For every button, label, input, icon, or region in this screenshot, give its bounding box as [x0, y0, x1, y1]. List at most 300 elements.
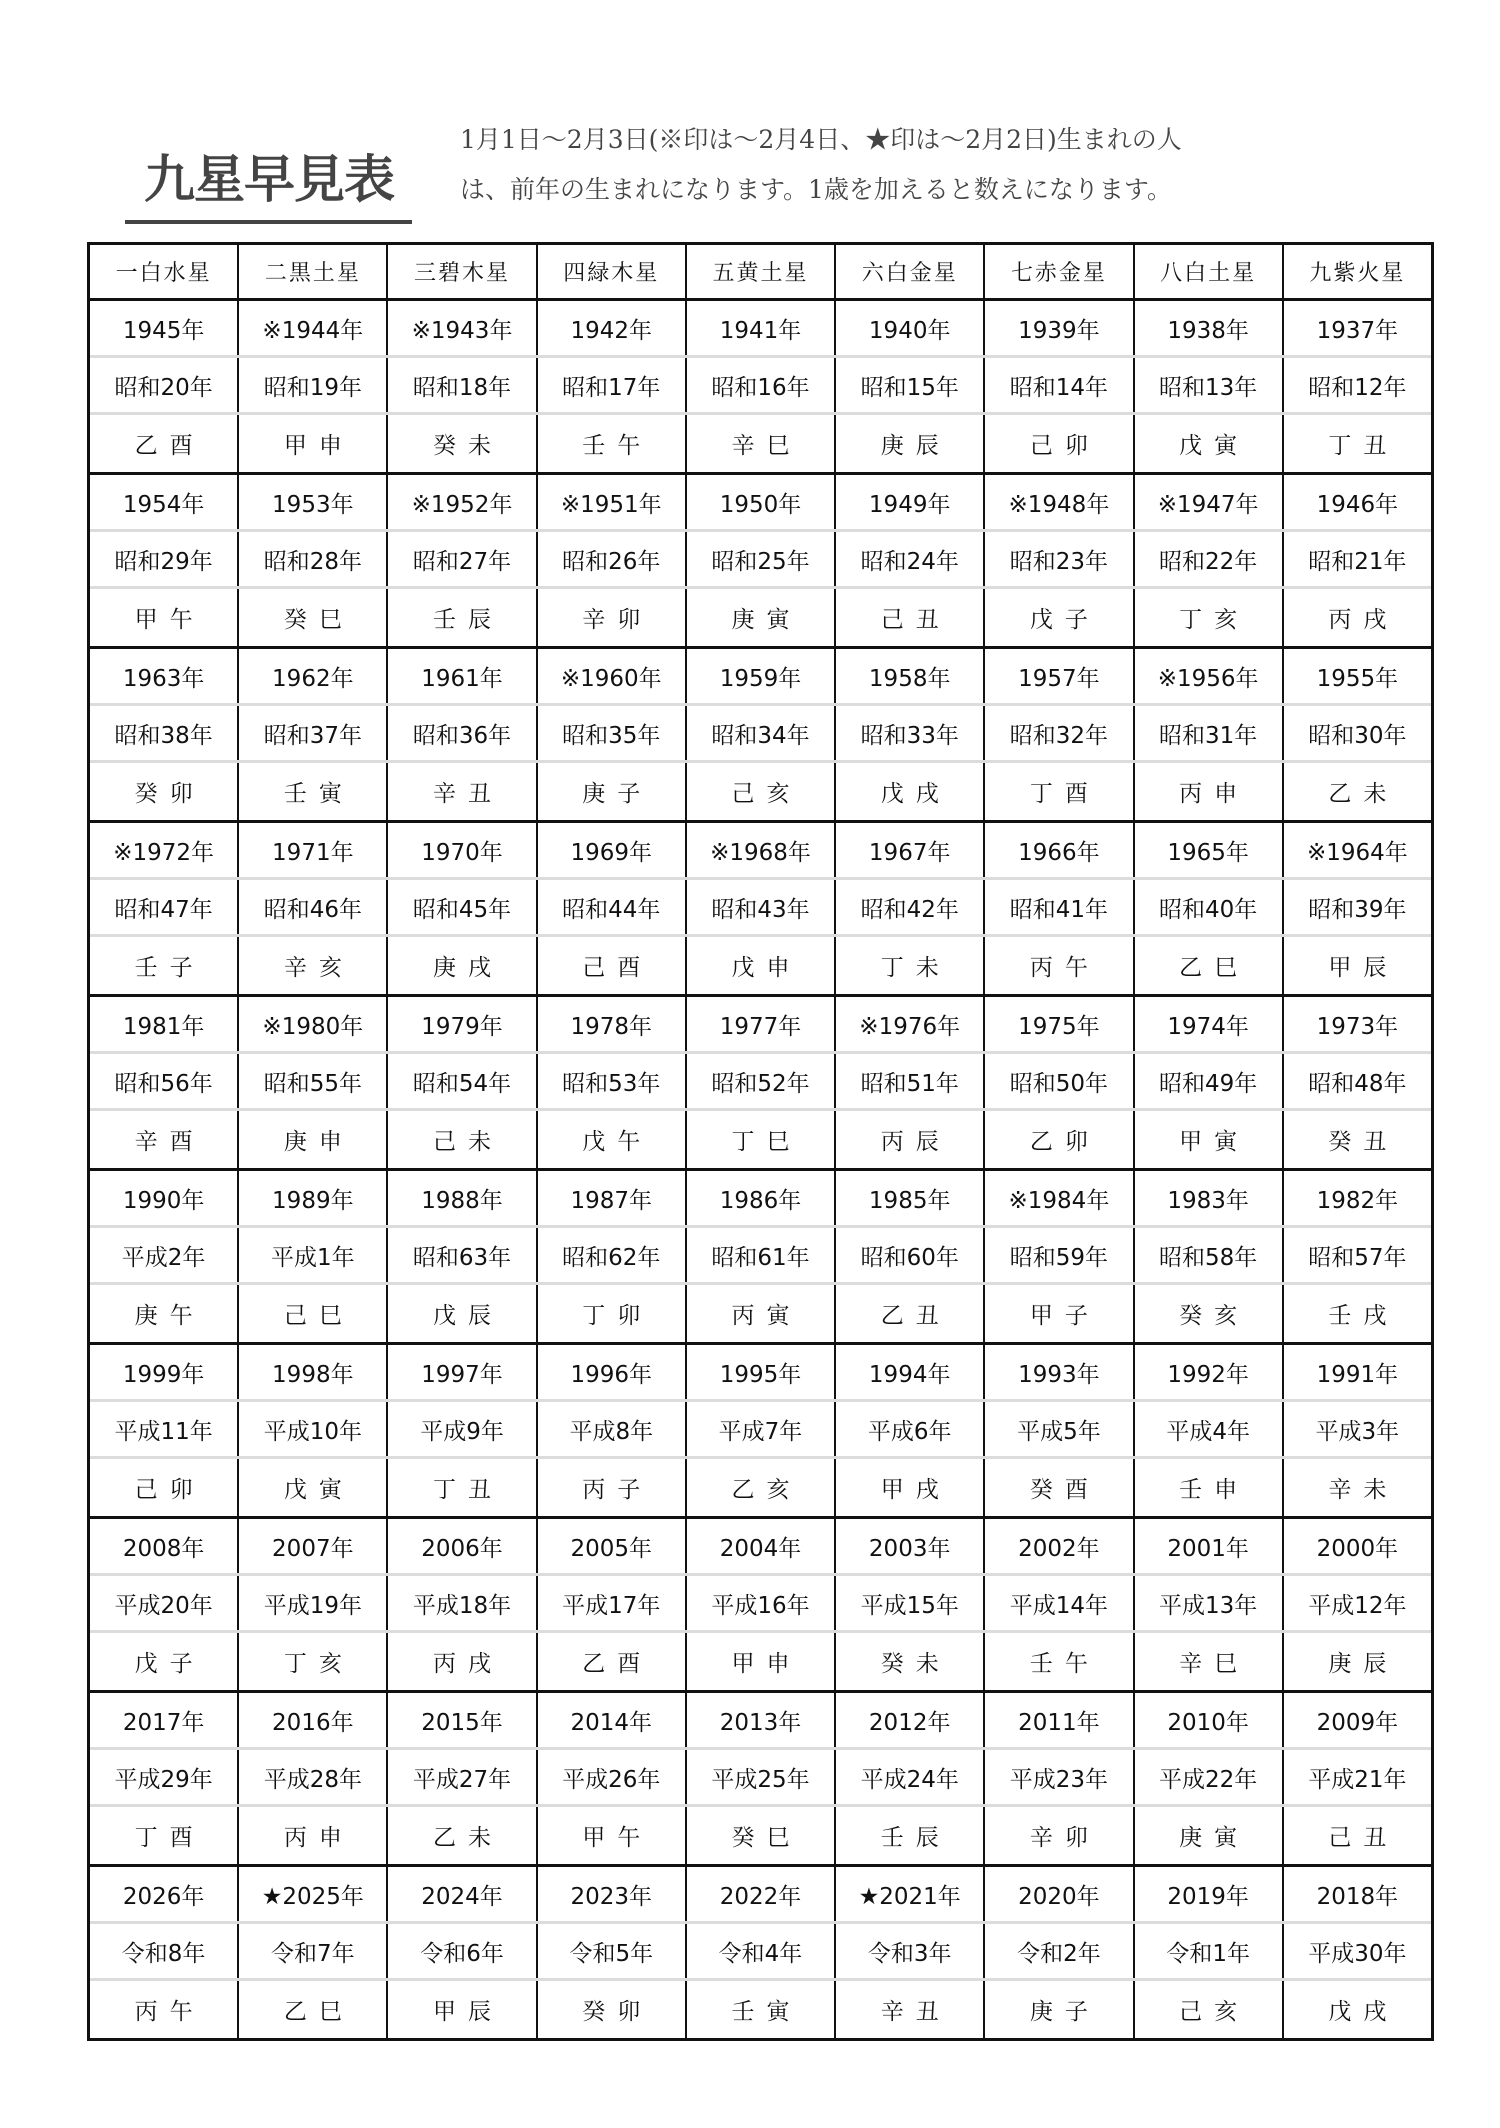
eto-cell	[90, 763, 239, 820]
year-cell	[538, 475, 687, 529]
era-cell-text: 昭和40年	[1159, 896, 1258, 923]
era-cell	[1135, 1576, 1284, 1630]
era-cell	[1284, 1054, 1431, 1108]
table-row	[90, 1633, 1431, 1690]
eto-cell	[985, 415, 1134, 472]
era-cell-text: 令和2年	[1017, 1940, 1101, 1967]
eto-cell-text: 壬辰	[433, 607, 504, 633]
year-cell	[985, 1693, 1134, 1747]
year-cell	[985, 475, 1134, 529]
era-cell-text: 昭和61年	[711, 1244, 810, 1271]
year-cell-text: 1986年	[719, 1187, 802, 1214]
eto-cell-text: 戊寅	[1179, 433, 1250, 459]
eto-cell-text: 辛巳	[731, 433, 802, 459]
eto-cell-text: 庚戌	[433, 955, 504, 981]
column-header: 六白金星	[836, 245, 985, 298]
header-row	[90, 245, 1431, 301]
note-line-2: は、前年の生まれになります。1歳を加えると数えになります。	[460, 175, 1172, 204]
era-cell	[538, 1054, 687, 1108]
year-cell-text: 1996年	[570, 1361, 653, 1388]
year-cell-text: 1942年	[570, 317, 653, 344]
year-cell-text: 1938年	[1167, 317, 1249, 344]
era-cell-text: 平成20年	[114, 1592, 213, 1619]
era-cell-text: 平成18年	[412, 1592, 512, 1619]
year-block	[90, 997, 1431, 1171]
eto-cell	[90, 1459, 239, 1516]
year-cell	[1135, 997, 1284, 1051]
era-cell	[90, 532, 239, 586]
year-cell	[836, 1345, 985, 1399]
year-cell-text: 2008年	[122, 1535, 205, 1562]
year-cell-text: 1937年	[1316, 317, 1399, 344]
year-cell	[687, 1519, 836, 1573]
table-row	[90, 763, 1431, 820]
era-cell-text: 昭和12年	[1308, 374, 1407, 401]
year-cell-text: 1999年	[122, 1361, 205, 1388]
year-cell	[388, 1519, 537, 1573]
eto-cell	[687, 1633, 836, 1690]
year-cell	[239, 475, 388, 529]
eto-cell-text: 庚辰	[880, 433, 951, 459]
year-cell	[985, 649, 1134, 703]
table-row	[90, 589, 1431, 646]
era-cell-text: 平成19年	[263, 1592, 362, 1619]
era-cell	[836, 1228, 985, 1282]
year-cell	[1135, 823, 1284, 877]
eto-cell-text: 乙酉	[134, 433, 205, 459]
year-cell	[388, 1171, 537, 1225]
era-cell-text: 平成28年	[263, 1766, 362, 1793]
eto-cell-text: 戊戌	[1328, 1999, 1399, 2025]
year-cell-text: 2004年	[719, 1535, 802, 1562]
year-cell-text: 2007年	[272, 1535, 354, 1562]
eto-cell-text: 辛酉	[134, 1129, 205, 1155]
year-cell-text: 1953年	[272, 491, 354, 518]
era-cell-text: 昭和44年	[562, 896, 661, 923]
era-cell	[836, 1924, 985, 1978]
year-cell-text: 1970年	[421, 839, 503, 866]
eto-cell-text: 丙申	[283, 1825, 354, 1851]
table-row	[90, 1459, 1431, 1516]
eto-cell-text: 丁丑	[433, 1477, 504, 1503]
era-cell	[1135, 532, 1284, 586]
year-cell	[836, 301, 985, 355]
title-underline	[125, 220, 412, 224]
era-cell	[388, 880, 537, 934]
year-cell	[985, 1519, 1134, 1573]
era-cell-text: 昭和17年	[562, 374, 661, 401]
year-cell-text: 1989年	[272, 1187, 354, 1214]
era-cell-text: 平成26年	[562, 1766, 661, 1793]
year-cell	[1284, 475, 1431, 529]
year-cell-text: 2005年	[570, 1535, 653, 1562]
year-cell	[538, 997, 687, 1051]
eto-cell	[687, 1981, 836, 2038]
eto-cell-text: 壬寅	[731, 1999, 802, 2025]
year-cell-text: ★2025年	[261, 1883, 364, 1910]
eto-cell	[1284, 589, 1431, 646]
eto-cell-text: 戊午	[582, 1129, 653, 1155]
eto-cell-text: 丁丑	[1328, 433, 1399, 459]
eto-cell	[538, 1807, 687, 1864]
eto-cell	[538, 415, 687, 472]
era-cell-text: 平成22年	[1159, 1766, 1258, 1793]
era-cell-text: 平成9年	[420, 1418, 504, 1445]
year-cell	[836, 649, 985, 703]
year-cell	[836, 475, 985, 529]
era-cell	[538, 358, 687, 412]
era-cell-text: 昭和35年	[562, 722, 661, 749]
era-cell	[538, 880, 687, 934]
year-cell	[90, 1867, 239, 1921]
table-row	[90, 1924, 1431, 1981]
eto-cell	[388, 1807, 537, 1864]
eto-cell	[239, 1633, 388, 1690]
era-cell-text: 昭和24年	[860, 548, 959, 575]
eto-cell	[836, 1111, 985, 1168]
era-cell-text: 昭和57年	[1308, 1244, 1407, 1271]
era-cell	[239, 1402, 388, 1456]
year-cell-text: 1975年	[1018, 1013, 1100, 1040]
year-cell	[538, 1693, 687, 1747]
era-cell-text: 昭和27年	[412, 548, 512, 575]
era-cell	[538, 1750, 687, 1804]
eto-cell	[239, 1111, 388, 1168]
year-cell-text: ※1956年	[1157, 665, 1259, 692]
eto-cell-text: 甲寅	[1179, 1129, 1250, 1155]
year-cell-text: 2019年	[1167, 1883, 1249, 1910]
era-cell-text: 平成4年	[1166, 1418, 1250, 1445]
year-cell-text: 1982年	[1316, 1187, 1399, 1214]
eto-cell	[836, 1285, 985, 1342]
year-cell-text: 2013年	[719, 1709, 802, 1736]
year-cell-text: 1965年	[1167, 839, 1249, 866]
eto-cell	[90, 937, 239, 994]
eto-cell-text: 丙午	[134, 1999, 205, 2025]
year-cell-text: 1983年	[1167, 1187, 1249, 1214]
era-cell	[90, 1750, 239, 1804]
era-cell-text: 昭和46年	[263, 896, 362, 923]
era-cell	[836, 532, 985, 586]
eto-cell-text: 己未	[433, 1129, 504, 1155]
eto-cell-text: 丙寅	[731, 1303, 802, 1329]
eto-cell	[687, 763, 836, 820]
era-cell	[687, 358, 836, 412]
era-cell-text: 昭和41年	[1009, 896, 1109, 923]
year-cell	[538, 823, 687, 877]
year-block	[90, 649, 1431, 823]
era-cell	[239, 1576, 388, 1630]
era-cell-text: 昭和45年	[412, 896, 512, 923]
year-cell	[388, 823, 537, 877]
note	[460, 115, 1420, 215]
year-cell	[239, 823, 388, 877]
era-cell-text: 平成14年	[1009, 1592, 1109, 1619]
eto-cell-text: 戊子	[1029, 607, 1100, 633]
era-cell-text: 平成8年	[569, 1418, 654, 1445]
year-cell	[1284, 301, 1431, 355]
eto-cell	[388, 589, 537, 646]
eto-cell	[1284, 1981, 1431, 2038]
era-cell-text: 昭和43年	[711, 896, 810, 923]
year-cell-text: 1957年	[1018, 665, 1100, 692]
era-cell	[90, 358, 239, 412]
year-cell-text: 1945年	[122, 317, 205, 344]
year-cell-text: ※1948年	[1008, 491, 1110, 518]
eto-cell-text: 乙卯	[1029, 1129, 1100, 1155]
era-cell	[687, 1402, 836, 1456]
year-block	[90, 1345, 1431, 1519]
eto-cell	[836, 1633, 985, 1690]
year-cell	[239, 1693, 388, 1747]
era-cell-text: 昭和52年	[711, 1070, 810, 1097]
eto-cell-text: 己丑	[1328, 1825, 1399, 1851]
era-cell-text: 昭和58年	[1159, 1244, 1258, 1271]
year-cell	[388, 1867, 537, 1921]
year-cell	[687, 997, 836, 1051]
eto-cell-text: 乙巳	[1179, 955, 1250, 981]
era-cell	[239, 1054, 388, 1108]
eto-cell-text: 己巳	[283, 1303, 354, 1329]
era-cell-text: 令和5年	[569, 1940, 654, 1967]
table-row	[90, 1807, 1431, 1864]
year-cell	[1135, 1345, 1284, 1399]
eto-cell-text: 甲辰	[1328, 955, 1399, 981]
year-cell	[687, 301, 836, 355]
column-header: 五黄土星	[687, 245, 836, 298]
era-cell	[90, 1228, 239, 1282]
year-cell	[985, 1171, 1134, 1225]
eto-cell	[538, 763, 687, 820]
eto-cell-text: 壬午	[582, 433, 653, 459]
eto-cell	[836, 1807, 985, 1864]
year-cell-text: 2010年	[1167, 1709, 1249, 1736]
year-cell-text: 1974年	[1167, 1013, 1249, 1040]
year-cell-text: 1992年	[1167, 1361, 1249, 1388]
era-cell-text: 昭和15年	[860, 374, 959, 401]
year-cell-text: 1973年	[1316, 1013, 1399, 1040]
era-cell	[388, 358, 537, 412]
eto-cell	[90, 415, 239, 472]
era-cell	[538, 532, 687, 586]
table-row	[90, 301, 1431, 358]
era-cell	[1135, 1054, 1284, 1108]
era-cell	[985, 532, 1134, 586]
era-cell	[1284, 1750, 1431, 1804]
year-cell-text: 2012年	[868, 1709, 951, 1736]
table-row	[90, 1228, 1431, 1285]
eto-cell	[687, 1459, 836, 1516]
era-cell-text: 昭和56年	[114, 1070, 213, 1097]
year-cell-text: ※1947年	[1157, 491, 1259, 518]
eto-cell-text: 丁亥	[283, 1651, 354, 1677]
era-cell	[239, 880, 388, 934]
eto-cell	[1284, 1633, 1431, 1690]
year-cell-text: 1978年	[570, 1013, 653, 1040]
eto-cell	[1284, 1807, 1431, 1864]
era-cell	[1284, 532, 1431, 586]
year-cell	[538, 1171, 687, 1225]
era-cell-text: 昭和50年	[1009, 1070, 1109, 1097]
eto-cell	[90, 1633, 239, 1690]
era-cell	[1135, 1924, 1284, 1978]
eto-cell	[836, 1459, 985, 1516]
eto-cell	[985, 1633, 1134, 1690]
era-cell	[687, 1924, 836, 1978]
eto-cell	[1135, 1285, 1284, 1342]
year-cell	[985, 1345, 1134, 1399]
year-cell-text: 2024年	[421, 1883, 503, 1910]
eto-cell	[1284, 1111, 1431, 1168]
column-header: 七赤金星	[985, 245, 1134, 298]
year-cell-text: 2006年	[421, 1535, 503, 1562]
eto-cell-text: 壬午	[1029, 1651, 1100, 1677]
year-cell	[90, 823, 239, 877]
eto-cell-text: 甲戌	[880, 1477, 951, 1503]
year-cell-text: 1940年	[868, 317, 951, 344]
eto-cell	[687, 1807, 836, 1864]
eto-cell-text: 丁未	[880, 955, 951, 981]
era-cell-text: 昭和63年	[412, 1244, 512, 1271]
eto-cell-text: 壬申	[1179, 1477, 1250, 1503]
year-block	[90, 1171, 1431, 1345]
eto-cell	[388, 1459, 537, 1516]
era-cell	[836, 1576, 985, 1630]
table-row	[90, 706, 1431, 763]
era-cell-text: 平成23年	[1009, 1766, 1109, 1793]
era-cell-text: 昭和54年	[412, 1070, 512, 1097]
year-cell-text: ※1980年	[262, 1013, 364, 1040]
eto-cell	[90, 1111, 239, 1168]
eto-cell-text: 壬辰	[880, 1825, 951, 1851]
year-cell	[90, 1519, 239, 1573]
eto-cell	[1135, 1807, 1284, 1864]
era-cell	[687, 1228, 836, 1282]
year-cell-text: ※1943年	[411, 317, 513, 344]
era-cell-text: 平成2年	[121, 1244, 206, 1271]
year-cell	[836, 1171, 985, 1225]
eto-cell-text: 丁卯	[582, 1303, 653, 1329]
era-cell	[388, 1054, 537, 1108]
table-row	[90, 1111, 1431, 1168]
table-row	[90, 1693, 1431, 1750]
year-cell	[1284, 1171, 1431, 1225]
year-cell-text: 2026年	[122, 1883, 205, 1910]
era-cell-text: 平成1年	[271, 1244, 355, 1271]
eto-cell	[836, 589, 985, 646]
era-cell	[1284, 1228, 1431, 1282]
eto-cell	[1135, 1459, 1284, 1516]
year-cell-text: 1954年	[122, 491, 205, 518]
eto-cell-text: 辛巳	[1179, 1651, 1250, 1677]
year-cell-text: 1995年	[719, 1361, 802, 1388]
year-cell-text: 2018年	[1316, 1883, 1399, 1910]
year-cell-text: 1990年	[122, 1187, 205, 1214]
eto-cell	[1135, 1633, 1284, 1690]
year-cell-text: 2022年	[719, 1883, 802, 1910]
eto-cell-text: 癸亥	[1179, 1303, 1250, 1329]
eto-cell-text: 戊申	[731, 955, 802, 981]
eto-cell	[687, 415, 836, 472]
era-cell-text: 平成3年	[1315, 1418, 1400, 1445]
eto-cell-text: 癸未	[433, 433, 504, 459]
era-cell-text: 昭和60年	[860, 1244, 959, 1271]
table-body	[90, 301, 1431, 2038]
eto-cell-text: 癸卯	[134, 781, 205, 807]
year-cell	[1135, 1867, 1284, 1921]
eto-cell-text: 庚子	[1029, 1999, 1100, 2025]
year-cell	[836, 1693, 985, 1747]
eto-cell-text: 庚寅	[731, 607, 802, 633]
year-cell	[90, 649, 239, 703]
era-cell-text: 平成27年	[412, 1766, 512, 1793]
table-row	[90, 1867, 1431, 1924]
eto-cell	[388, 415, 537, 472]
era-cell-text: 昭和33年	[860, 722, 959, 749]
eto-cell	[1284, 1285, 1431, 1342]
eto-cell-text: 庚申	[283, 1129, 354, 1155]
year-cell-text: 1971年	[272, 839, 354, 866]
eto-cell	[985, 937, 1134, 994]
year-cell-text: 1961年	[421, 665, 503, 692]
table-row	[90, 880, 1431, 937]
year-cell-text: 1979年	[421, 1013, 503, 1040]
year-cell	[90, 301, 239, 355]
eto-cell	[538, 1459, 687, 1516]
eto-cell-text: 己卯	[134, 1477, 205, 1503]
era-cell-text: 令和8年	[121, 1940, 206, 1967]
year-cell	[239, 301, 388, 355]
era-cell-text: 平成17年	[562, 1592, 661, 1619]
era-cell-text: 昭和49年	[1159, 1070, 1258, 1097]
eto-cell-text: 丁亥	[1179, 607, 1250, 633]
year-block	[90, 1693, 1431, 1867]
eto-cell-text: 乙巳	[283, 1999, 354, 2025]
eto-cell-text: 庚子	[582, 781, 653, 807]
eto-cell-text: 辛丑	[433, 781, 504, 807]
table-row	[90, 823, 1431, 880]
year-cell	[985, 1867, 1134, 1921]
era-cell	[388, 1750, 537, 1804]
eto-cell-text: 己丑	[880, 607, 951, 633]
eto-cell-text: 乙亥	[731, 1477, 802, 1503]
year-cell	[239, 1171, 388, 1225]
table-row	[90, 358, 1431, 415]
year-cell	[90, 475, 239, 529]
era-cell-text: 令和6年	[420, 1940, 504, 1967]
eto-cell	[388, 1111, 537, 1168]
era-cell-text: 昭和22年	[1159, 548, 1258, 575]
eto-cell-text: 壬子	[134, 955, 205, 981]
year-cell-text: 1997年	[421, 1361, 503, 1388]
eto-cell-text: 丙子	[582, 1477, 653, 1503]
eto-cell	[239, 1981, 388, 2038]
eto-cell-text: 癸卯	[582, 1999, 653, 2025]
eto-cell-text: 戊辰	[433, 1303, 504, 1329]
era-cell-text: 昭和51年	[860, 1070, 959, 1097]
eto-cell	[538, 1981, 687, 2038]
year-cell	[1135, 1693, 1284, 1747]
era-cell	[687, 1750, 836, 1804]
column-header: 八白土星	[1135, 245, 1284, 298]
eto-cell	[985, 589, 1134, 646]
eto-cell	[239, 415, 388, 472]
era-cell	[687, 880, 836, 934]
eto-cell	[239, 937, 388, 994]
table-row	[90, 532, 1431, 589]
era-cell	[985, 1576, 1134, 1630]
year-cell-text: 2002年	[1018, 1535, 1100, 1562]
